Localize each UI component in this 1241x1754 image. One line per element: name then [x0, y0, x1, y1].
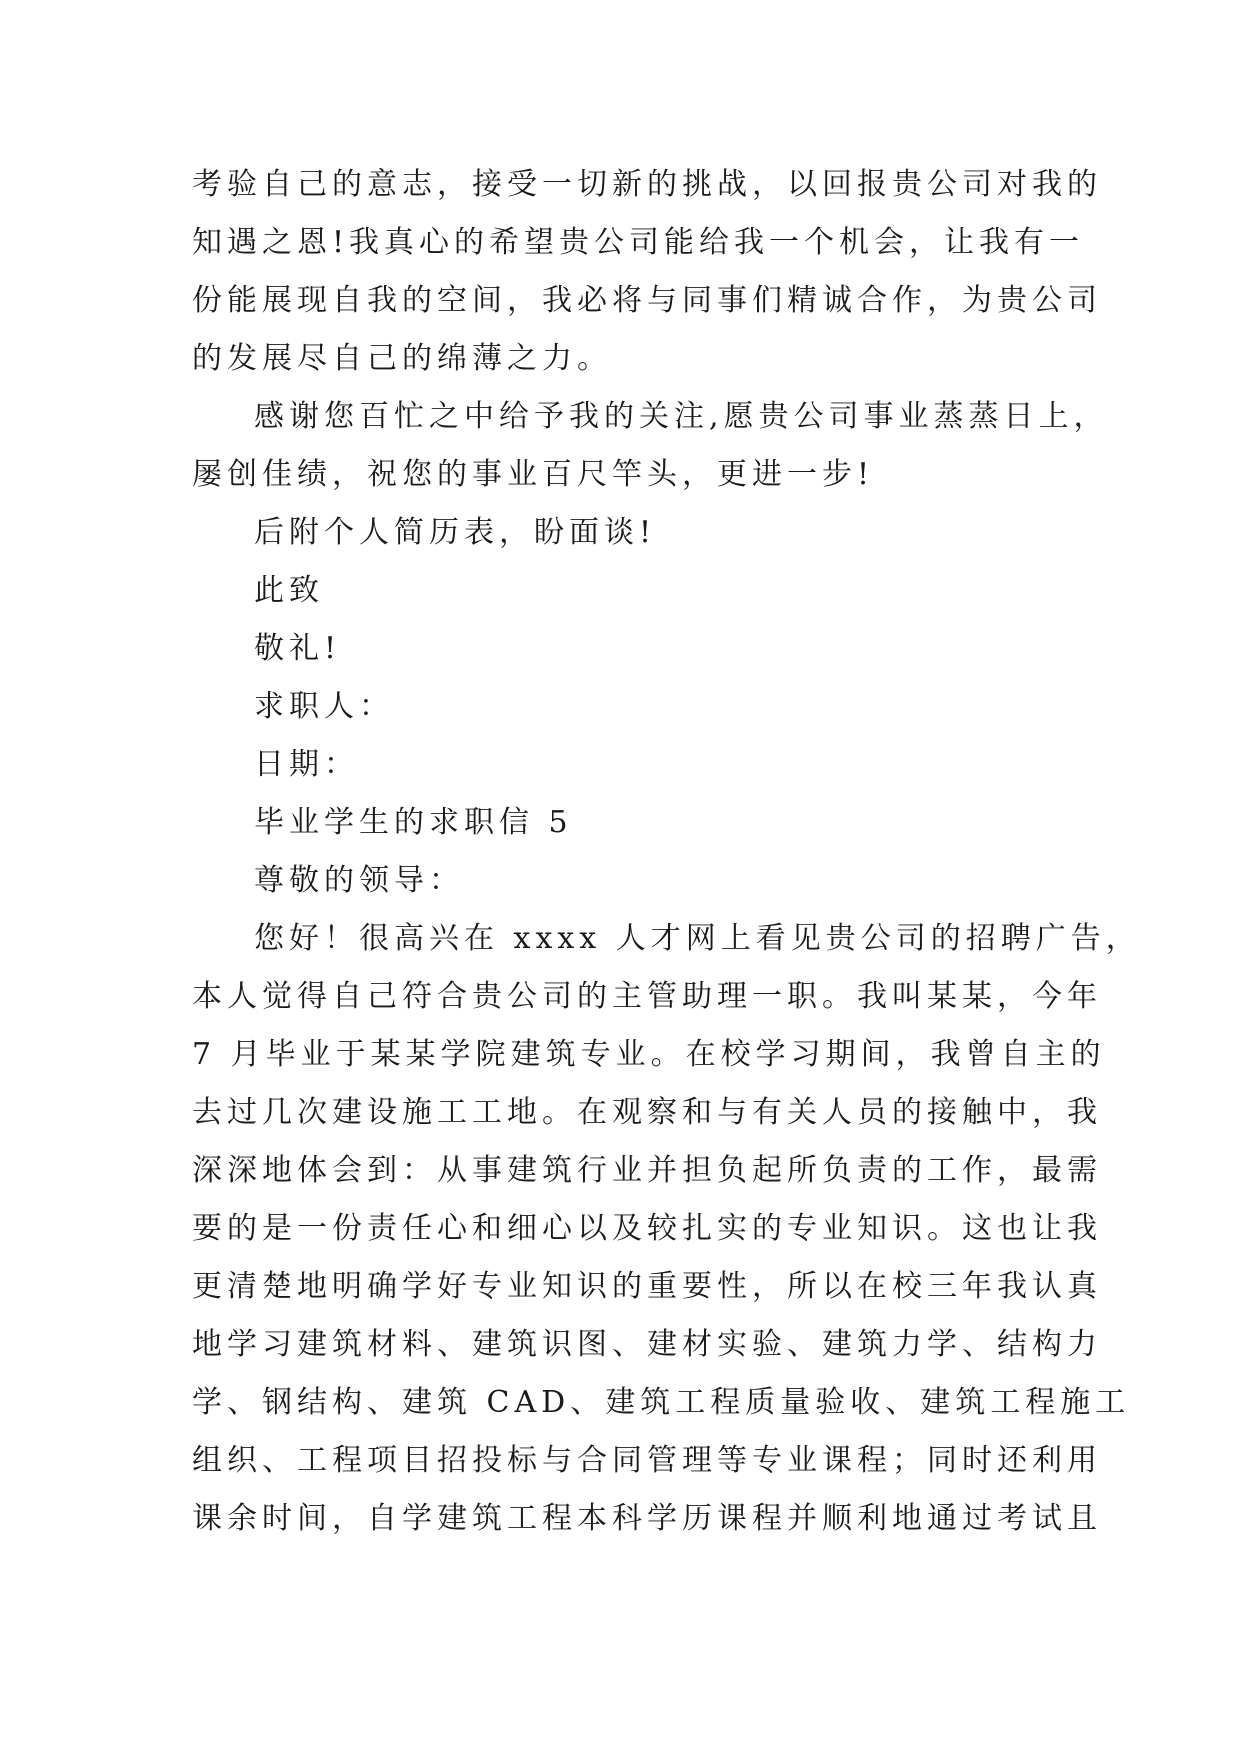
text-line: 份能展现自我的空间，我必将与同事们精诚合作，为贵公司 [192, 283, 1102, 318]
text-line: 感谢您百忙之中给予我的关注,愿贵公司事业蒸蒸日上， [254, 399, 1109, 434]
text-line: 去过几次建设施工工地。在观察和与有关人员的接触中，我 [192, 1095, 1102, 1130]
text-line: 您好！很高兴在 xxxx 人才网上看见贵公司的招聘广告， [254, 921, 1141, 956]
section-title: 毕业学生的求职信 5 [254, 805, 573, 840]
closing-regards: 敬礼! [254, 631, 342, 666]
text-line: 屡创佳绩，祝您的事业百尺竿头，更进一步! [192, 457, 875, 492]
text-line: 更清楚地明确学好专业知识的重要性，所以在校三年我认真 [192, 1269, 1102, 1304]
text-line: 的发展尽自己的绵薄之力。 [192, 341, 612, 376]
text-line: 地学习建筑材料、建筑识图、建材实验、建筑力学、结构力 [192, 1327, 1102, 1362]
text-line: 本人觉得自己符合贵公司的主管助理一职。我叫某某，今年 [192, 979, 1102, 1014]
text-line: 7 月毕业于某某学院建筑专业。在校学习期间，我曾自主的 [192, 1037, 1106, 1072]
letter-body [192, 156, 1141, 1548]
text-line: 知遇之恩!我真心的希望贵公司能给我一个机会，让我有一 [192, 225, 1085, 260]
text-line: 考验自己的意志，接受一切新的挑战，以回报贵公司对我的 [192, 167, 1102, 202]
text-line: 要的是一份责任心和细心以及较扎实的专业知识。这也让我 [192, 1211, 1102, 1246]
date-label: 日期： [254, 747, 359, 782]
text-line: 组织、工程项目招投标与合同管理等专业课程；同时还利用 [192, 1443, 1102, 1478]
text-line: 深深地体会到：从事建筑行业并担负起所负责的工作，最需 [192, 1153, 1102, 1188]
text-line: 后附个人简历表，盼面谈! [254, 515, 657, 550]
greeting: 尊敬的领导： [254, 863, 464, 898]
text-line: 课余时间，自学建筑工程本科学历课程并顺利地通过考试且 [192, 1501, 1102, 1536]
closing-salutation: 此致 [254, 573, 324, 608]
applicant-label: 求职人： [254, 689, 394, 724]
text-line: 学、钢结构、建筑 CAD、建筑工程质量验收、建筑工程施工 [192, 1385, 1131, 1420]
